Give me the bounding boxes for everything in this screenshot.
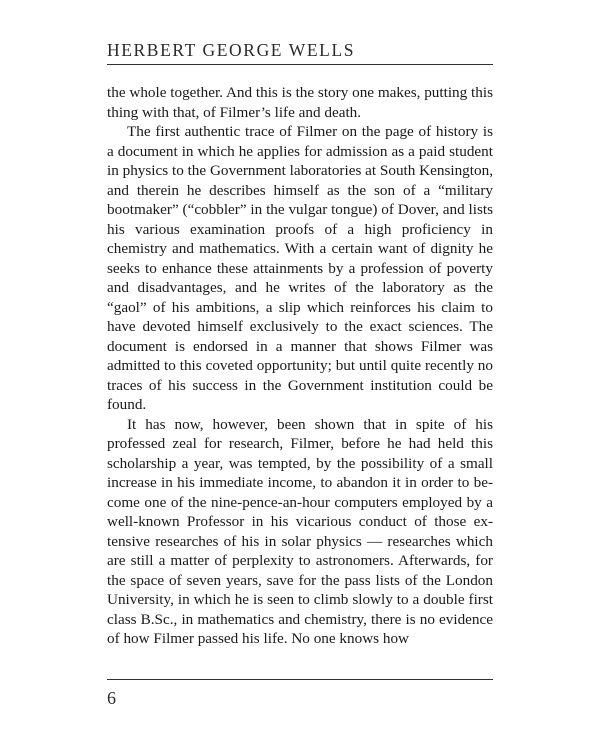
body-text: [107, 83, 493, 649]
running-head-title: HERBERT GEORGE WELLS: [107, 40, 356, 60]
paragraph-continued: the whole together. And this is the story one makes, putting this thing with that, of Filmer’s life and death.: [107, 84, 493, 121]
paragraph: It has now, however, been shown that in spite of his professed zeal for research, Filmer, before he had held this scholarship a year, was tempted, by the possibility of a small increase in his immediate income, to abandon it in order to become one of the nine-pence-an-hour computers employed by a well-known Professor in his vicarious conduct of those extensive researches of his in solar physics — researches which are still a matter of perplexity to astronomers. Afterwards, for the space of seven years, save for the pass lists of the London University, in which he is seen to climb slowly to a double first class B.Sc., in mathematics and chemistry, there is no evidence of how Filmer passed his life. No one knows how: [107, 415, 493, 647]
footer-rule: [107, 679, 493, 680]
page-number: 6: [107, 688, 116, 708]
header-rule: [107, 64, 493, 65]
paragraph: The first authentic trace of Filmer on the page of history is a document in which he applies for admission as a paid student in physics to the Government laboratories at South Kensington, and therein he describes himself as the son of a “military bootmaker” (“cobbler” in the vulgar tongue) of Dover, and lists his various examination proofs of a high proficiency in chemistry and mathematics. With a certain want of dignity he seeks to enhance these attainments by a profession of poverty and disadvantages, and he writes of the laboratory as the “gaol” of his ambitions, a slip which reinforces his claim to have devoted himself exclusively to the exact sciences. The document is endorsed in a manner that shows Filmer was admitted to this coveted opportunity; but until quite recently no traces of his success in the Government institution could be found.: [107, 123, 493, 413]
